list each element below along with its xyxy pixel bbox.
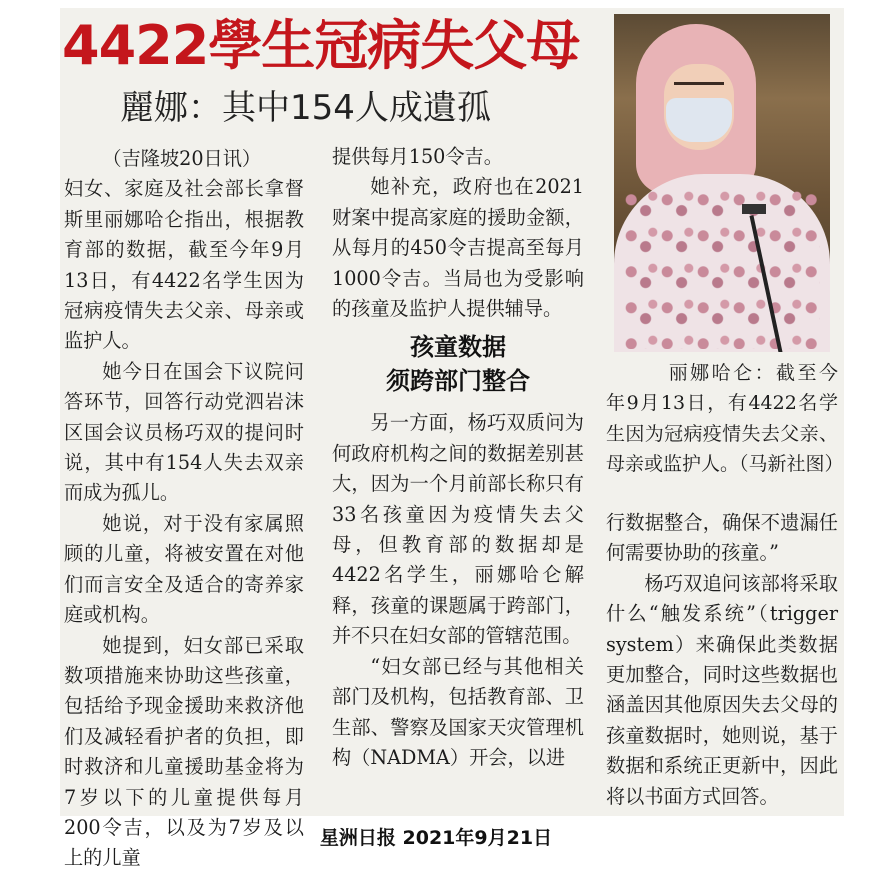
subheading-line-1: 孩童数据 <box>410 333 506 362</box>
article-paragraph: 杨巧双追问该部将采取什么“触发系统”（trigger system）来确保此类数据更加整合，同时这些数据也涵盖因其他原因失去父母的孩童数据时，她则说，基于数据和系统正更新中，因此将以书面方式回答。 <box>606 571 838 808</box>
news-photo <box>614 14 830 352</box>
source-footer: 星洲日报 2021年9月21日 <box>319 827 553 849</box>
photo-name-badge <box>742 204 766 214</box>
photo-dress-pattern <box>624 189 820 349</box>
article-paragraph: 她提到，妇女部已采取数项措施来协助这些孩童，包括给予现金援助来救济他们及减轻看护者的负担，即时救济和儿童援助基金将为7岁以下的儿童提供每月200令吉，以及为7岁及以上的儿童 <box>64 633 304 870</box>
article-paragraph: 妇女、家庭及社会部长拿督斯里丽娜哈仑指出，根据教育部的数据，截至今年9月13日，有4422名学生因为冠病疫情失去父亲、母亲或监护人。 <box>64 177 304 353</box>
article-paragraph: 她补充，政府也在2021财案中提高家庭的援助金额，从每月的450令吉提高至每月1000令吉。当局也为受影响的孩童及监护人提供辅导。 <box>332 175 584 321</box>
article-column-2 <box>332 142 584 773</box>
photo-eyes <box>674 82 724 93</box>
photo-face-mask <box>666 98 732 142</box>
photo-caption: 丽娜哈仑：截至今年9月13日，有4422名学生因为冠病疫情失去父亲、母亲或监护人。（马新社图） <box>606 362 844 476</box>
article-paragraph: 行数据整合，确保不遗漏任何需要协助的孩童。” <box>606 511 838 565</box>
subheading-line-2: 须跨部门整合 <box>386 367 530 396</box>
article-paragraph: 她今日在国会下议院问答环节，回答行动党泗岩沫区国会议员杨巧双的提问时说，其中有154人失去双亲而成为孤儿。 <box>64 359 304 505</box>
article-column-1 <box>64 144 304 874</box>
article-paragraph: 另一方面，杨巧双质问为何政府机构之间的数据差别甚大，因为一个月前部长称只有33名孩童因为疫情失去父母，但教育部的数据却是4422名学生，丽娜哈仑解释，孩童的课题属于跨部门，并不只在妇女部的管辖范围。 <box>332 411 584 648</box>
section-subheading <box>332 330 584 398</box>
dateline: （吉隆坡20日讯） <box>102 147 262 170</box>
article-column-3 <box>606 508 838 812</box>
article-paragraph: 她说，对于没有家属照顾的儿童，将被安置在对他们而言安全及适合的寄养家庭或机构。 <box>64 511 304 627</box>
article-paragraph: “妇女部已经与其他相关部门及机构，包括教育部、卫生部、警察及国家天灾管理机构（NADMA）开会，以进 <box>332 654 584 769</box>
subheadline: 麗娜：其中154人成遺孤 <box>120 88 491 128</box>
headline: 4422學生冠病失父母 <box>62 14 580 77</box>
article-paragraph: 提供每月150令吉。 <box>332 145 503 168</box>
